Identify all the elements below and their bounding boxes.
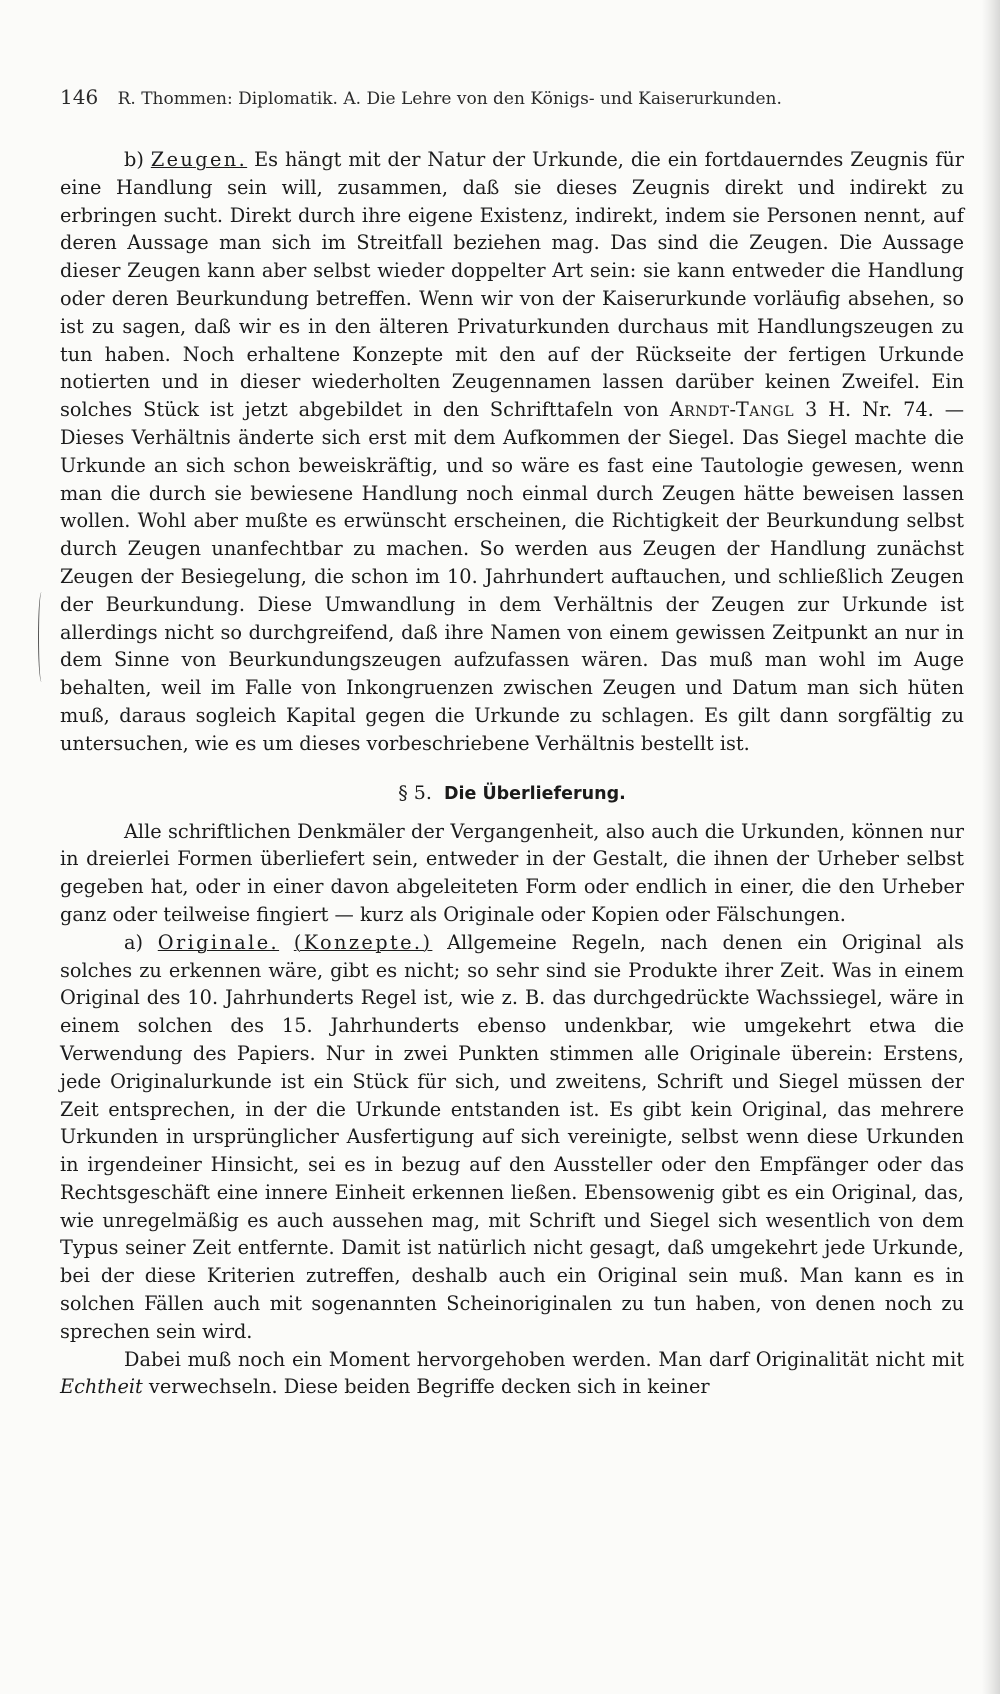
subsection-heading-sub: (Konzepte.) xyxy=(293,930,433,954)
paragraph-text: Dabei muß noch ein Moment hervorgehoben werden. Man darf Originalität nicht mit xyxy=(124,1347,964,1371)
margin-pencil-mark xyxy=(38,592,45,682)
author-name: Arndt-Tangl xyxy=(669,398,795,422)
paragraph-zeugen xyxy=(60,146,964,758)
running-header xyxy=(60,86,964,110)
subsection-heading: Originale. xyxy=(157,930,280,954)
page-number: 146 xyxy=(60,85,99,109)
section-title: Die Überlieferung. xyxy=(443,783,626,804)
paragraph-intro xyxy=(60,818,964,929)
subsection-label: a) xyxy=(124,930,144,954)
paragraph-text: Alle schriftlichen Denkmäler der Vergangenheit, also auch die Urkunden, können nur in dreierlei Formen überliefert sein, entweder in der Gestalt, die ihnen der Urheber selbst gegeben hat, oder in einer davon abgeleiteten Form oder endlich in einer, die den Urheber ganz oder teilweise fingiert — kurz als Originale oder Kopien oder Fälschungen. xyxy=(60,819,964,926)
emphasis-term: Echtheit xyxy=(60,1375,143,1399)
paragraph-originale xyxy=(60,929,964,1346)
page-edge-shadow xyxy=(982,0,1000,1694)
running-title: R. Thommen: Diplomatik. A. Die Lehre von den Königs- und Kaiserurkunden. xyxy=(117,89,782,109)
paragraph-text: Es hängt mit der Natur der Urkunde, die ein fortdauerndes Zeugnis für eine Handlung sein will, zusammen, daß sie dieses Zeugnis direkt und indirekt zu erbringen sucht. Direkt durch ihre eigene Existenz, indirekt, indem sie Personen nennt, auf deren Aussage man sich im Streitfall beziehen mag. Das sind die Zeugen. Die Aussage dieser Zeugen kann aber selbst wieder doppelter Art sein: sie kann entweder die Handlung oder deren Beurkundung betreffen. Wenn wir von der Kaiserurkunde vorläufig absehen, so ist zu sagen, daß wir es in den älteren Privaturkunden durchaus mit Handlungszeugen zu tun haben. Noch erhaltene Konzepte mit den auf der Rückseite der fertigen Urkunde notierten und in dieser wiederholten Zeugennamen lassen darüber keinen Zweifel. Ein solches Stück ist jetzt abgebildet in den Schrifttafeln von xyxy=(60,148,964,422)
paragraph-originalitaet xyxy=(60,1346,964,1402)
paragraph-text: Allgemeine Regeln, nach denen ein Original als solches zu erkennen wäre, gibt es nicht; so sehr sind sie Produkte ihrer Zeit. Was in einem Original des 10. Jahrhunderts Regel ist, wie z. B. das durchgedrückte Wachssiegel, wäre in einem solchen des 15. Jahrhunderts ebenso undenkbar, wie umgekehrt etwa die Verwendung des Papiers. Nur in zwei Punkten stimmen alle Originale überein: Erstens, jede Originalurkunde ist ein Stück für sich, und zweitens, Schrift und Siegel müssen der Zeit entsprechen, in der die Urkunde entstanden ist. Es gibt kein Original, das mehrere Urkunden in ursprünglicher Ausfertigung auf sich vereinigte, selbst wenn diese Urkunden in irgendeiner Hinsicht, sei es in bezug auf den Aussteller oder den Empfänger oder das Rechtsgeschäft eine innere Einheit erkennen ließen. Ebensowenig gibt es ein Original, das, wie unregelmäßig es auch aussehen mag, mit Schrift und Siegel sich wesentlich von dem Typus seiner Zeit entfernte. Damit ist natürlich nicht gesagt, daß umgekehrt jede Urkunde, bei der diese Kriterien zutreffen, deshalb auch ein Original sein muß. Man kann es in solchen Fällen auch mit sogenannten Scheinoriginalen zu tun haben, von denen noch zu sprechen sein wird. xyxy=(60,930,964,1343)
section-heading xyxy=(60,782,964,804)
section-number: § 5. xyxy=(398,781,432,804)
paragraph-text: 3 H. Nr. 74. — Dieses Verhältnis änderte sich erst mit dem Aufkommen der Siegel. Das Siegel machte die Urkunde an sich schon beweiskräftig, und so wäre es fast eine Tautologie gewesen, wenn man die durch sie bewiesene Handlung noch einmal durch Zeugen hätte beweisen lassen wollen. Wohl aber mußte es erwünscht erscheinen, die Richtigkeit der Beurkundung selbst durch Zeugen unanfechtbar zu machen. So werden aus Zeugen der Handlung zunächst Zeugen der Besiegelung, die schon im 10. Jahrhundert auftauchen, und schließlich Zeugen der Beurkundung. Diese Umwandlung in dem Verhältnis der Zeugen zur Urkunde ist allerdings nicht so durchgreifend, daß ihre Namen von einem gewissen Zeitpunkt an nur in dem Sinne von Beurkundungszeugen aufzufassen wären. Das muß man wohl im Auge behalten, weil im Falle von Inkongruenzen zwischen Zeugen und Datum man sich hüten muß, daraus sogleich Kapital gegen die Urkunde zu schlagen. Es gilt dann sorgfältig zu untersuchen, wie es um dieses vorbeschriebene Verhältnis bestellt ist. xyxy=(60,398,964,755)
paragraph-text: verwechseln. Diese beiden Begriffe decken sich in keiner xyxy=(142,1375,710,1399)
subsection-heading: Zeugen. xyxy=(150,148,248,171)
subsection-label: b) xyxy=(124,148,144,171)
